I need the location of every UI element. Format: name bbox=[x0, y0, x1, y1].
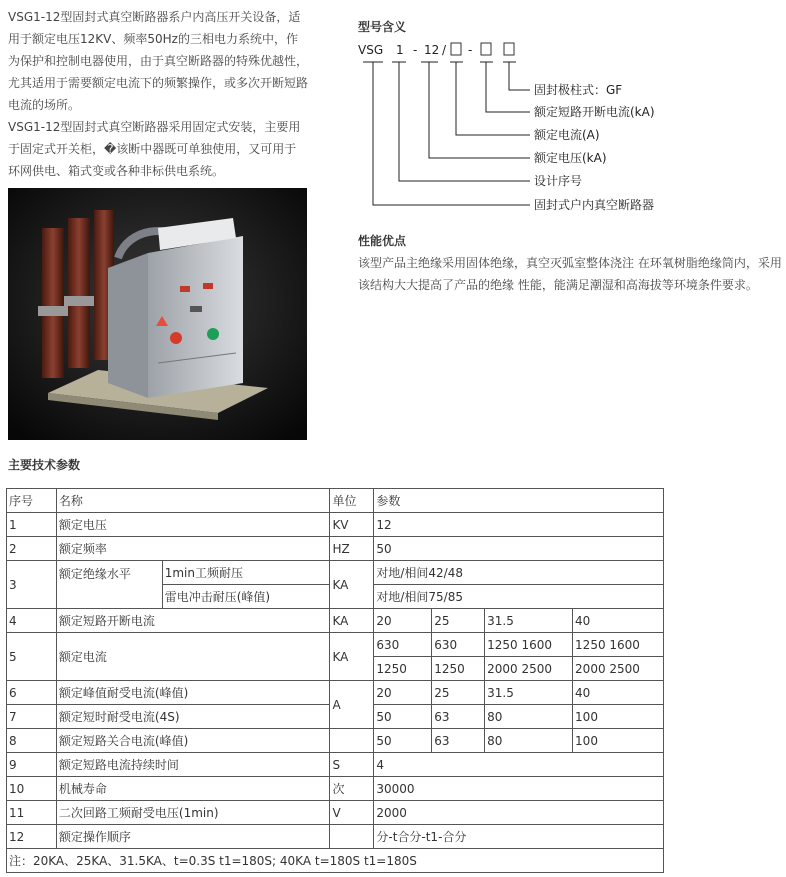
cell-name: 额定短路开断电流 bbox=[56, 609, 330, 633]
table-row bbox=[7, 801, 664, 825]
cell-unit: A bbox=[330, 681, 374, 729]
cell-value: 100 bbox=[573, 729, 664, 753]
table-row bbox=[7, 777, 664, 801]
cell-unit: V bbox=[330, 801, 374, 825]
cell-name: 额定峰值耐受电流(峰值) bbox=[56, 681, 330, 705]
table-header-row bbox=[7, 489, 664, 513]
cell-name: 额定短路关合电流(峰值) bbox=[56, 729, 330, 753]
cell-name: 二次回路工频耐受电压(1min) bbox=[56, 801, 330, 825]
label-rated-voltage: 额定电压(kA) bbox=[534, 151, 607, 165]
product-photo bbox=[8, 188, 307, 440]
cell-unit: KA bbox=[330, 609, 374, 633]
cell-value: 2000 2500 bbox=[485, 657, 573, 681]
cell-unit: HZ bbox=[330, 537, 374, 561]
cell-name: 额定频率 bbox=[56, 537, 330, 561]
cell-value: 630 bbox=[432, 633, 485, 657]
code-box-pole bbox=[504, 43, 514, 55]
label-breaking-current: 额定短路开断电流(kA) bbox=[534, 105, 655, 119]
cell-unit: KA bbox=[330, 633, 374, 681]
cell-value: 25 bbox=[432, 609, 485, 633]
cell-unit bbox=[330, 729, 374, 753]
code-box-breaking bbox=[481, 43, 491, 55]
code-voltage: 12 bbox=[424, 43, 440, 57]
spec-table bbox=[6, 488, 664, 873]
table-row bbox=[7, 513, 664, 537]
code-vsg: VSG bbox=[358, 43, 384, 57]
model-code-diagram bbox=[358, 38, 758, 218]
cell-no: 8 bbox=[7, 729, 57, 753]
cell-value: 1250 1600 bbox=[485, 633, 573, 657]
table-row bbox=[7, 825, 664, 849]
cell-value: 30000 bbox=[374, 777, 664, 801]
cell-value: 31.5 bbox=[485, 681, 573, 705]
cell-unit: KV bbox=[330, 513, 374, 537]
cell-value: 25 bbox=[432, 681, 485, 705]
cell-value: 80 bbox=[485, 729, 573, 753]
cell-name: 额定短路电流持续时间 bbox=[56, 753, 330, 777]
cell-name: 机械寿命 bbox=[56, 777, 330, 801]
cell-value: 分-t合分-t1-合分 bbox=[374, 825, 664, 849]
cell-no: 3 bbox=[7, 561, 57, 609]
code-slash: / bbox=[442, 43, 447, 57]
cell-no: 9 bbox=[7, 753, 57, 777]
table-row bbox=[7, 609, 664, 633]
cell-value: 31.5 bbox=[485, 609, 573, 633]
cell-value: 630 bbox=[374, 633, 432, 657]
cell-name: 额定电压 bbox=[56, 513, 330, 537]
table-row bbox=[7, 729, 664, 753]
code-dash-1: - bbox=[413, 43, 418, 57]
cell-value: 40 bbox=[573, 681, 664, 705]
performance-text: 该型产品主绝缘采用固体绝缘，真空灭弧室整体浇注 在环氧树脂绝缘筒内，采用该结构大大提高了产品的绝缘 性能，能满足潮湿和高海拔等环境条件要求。 bbox=[358, 256, 782, 292]
cell-unit bbox=[330, 825, 374, 849]
table-note: 注：20KA、25KA、31.5KA、t=0.3S t1=180S; 40KA t=180S t1=180S bbox=[7, 849, 664, 873]
cell-value: 63 bbox=[432, 729, 485, 753]
table-row bbox=[7, 753, 664, 777]
cell-no: 11 bbox=[7, 801, 57, 825]
cell-unit: 次 bbox=[330, 777, 374, 801]
intro-paragraph-2: VSG1-12型固封式真空断路器采用固定式安装，主要用于固定式开关柜，�该断中器既可单独使用，又可用于环网供电、箱式变或各种非标供电系统。 bbox=[8, 120, 301, 178]
cell-no: 7 bbox=[7, 705, 57, 729]
cell-value: 对地/相间42/48 bbox=[374, 561, 664, 585]
label-breaker-type: 固封式户内真空断路器 bbox=[534, 198, 655, 212]
header-param: 参数 bbox=[374, 489, 664, 513]
cell-value: 100 bbox=[573, 705, 664, 729]
header-no: 序号 bbox=[7, 489, 57, 513]
table-row bbox=[7, 633, 664, 657]
code-box-current bbox=[451, 43, 461, 55]
cell-no: 12 bbox=[7, 825, 57, 849]
cell-value: 63 bbox=[432, 705, 485, 729]
cell-value: 20 bbox=[374, 681, 432, 705]
cell-unit: S bbox=[330, 753, 374, 777]
cell-value: 2000 bbox=[374, 801, 664, 825]
cell-value: 50 bbox=[374, 537, 664, 561]
table-row bbox=[7, 681, 664, 705]
spec-title: 主要技术参数 bbox=[8, 458, 81, 472]
label-design-number: 设计序号 bbox=[534, 174, 583, 188]
cell-value: 4 bbox=[374, 753, 664, 777]
model-meaning-title: 型号含义 bbox=[358, 20, 407, 34]
cell-value: 对地/相间75/85 bbox=[374, 585, 664, 609]
table-row bbox=[7, 537, 664, 561]
cell-value: 40 bbox=[573, 609, 664, 633]
code-series: 1 bbox=[396, 43, 404, 57]
cell-no: 2 bbox=[7, 537, 57, 561]
header-name: 名称 bbox=[56, 489, 330, 513]
intro-text bbox=[8, 6, 308, 182]
intro-paragraph-1: VSG1-12型固封式真空断路器系户内高压开关设备，适用于额定电压12KV、频率50Hz的三相电力系统中，作为保护和控制电器使用，由于真空断路器的特殊优越性，尤其适用于需要额定电流下的频繁操作，或多次开断短路电流的场所。 bbox=[8, 10, 309, 112]
cell-no: 6 bbox=[7, 681, 57, 705]
cell-value: 80 bbox=[485, 705, 573, 729]
cell-subname: 雷电冲击耐压(峰值) bbox=[162, 585, 330, 609]
cell-value: 12 bbox=[374, 513, 664, 537]
label-pole-type: 固封极柱式：GF bbox=[534, 83, 623, 97]
header-unit: 单位 bbox=[330, 489, 374, 513]
table-row bbox=[7, 561, 664, 585]
cell-value: 20 bbox=[374, 609, 432, 633]
cell-value: 50 bbox=[374, 705, 432, 729]
cell-name: 额定绝缘水平 bbox=[56, 561, 162, 609]
cell-no: 10 bbox=[7, 777, 57, 801]
cell-no: 5 bbox=[7, 633, 57, 681]
cell-unit: KA bbox=[330, 561, 374, 609]
cell-value: 1250 bbox=[374, 657, 432, 681]
cell-value: 2000 2500 bbox=[573, 657, 664, 681]
label-rated-current: 额定电流(A) bbox=[534, 128, 600, 142]
cell-value: 1250 1600 bbox=[573, 633, 664, 657]
cell-value: 50 bbox=[374, 729, 432, 753]
cell-value: 1250 bbox=[432, 657, 485, 681]
cell-subname: 1min工频耐压 bbox=[162, 561, 330, 585]
cell-no: 4 bbox=[7, 609, 57, 633]
table-note-row bbox=[7, 849, 664, 873]
code-dash-2: - bbox=[468, 43, 473, 57]
cell-no: 1 bbox=[7, 513, 57, 537]
cell-name: 额定操作顺序 bbox=[56, 825, 330, 849]
cell-name: 额定短时耐受电流(4S) bbox=[56, 705, 330, 729]
cell-name: 额定电流 bbox=[56, 633, 330, 681]
performance-title: 性能优点 bbox=[358, 234, 407, 248]
